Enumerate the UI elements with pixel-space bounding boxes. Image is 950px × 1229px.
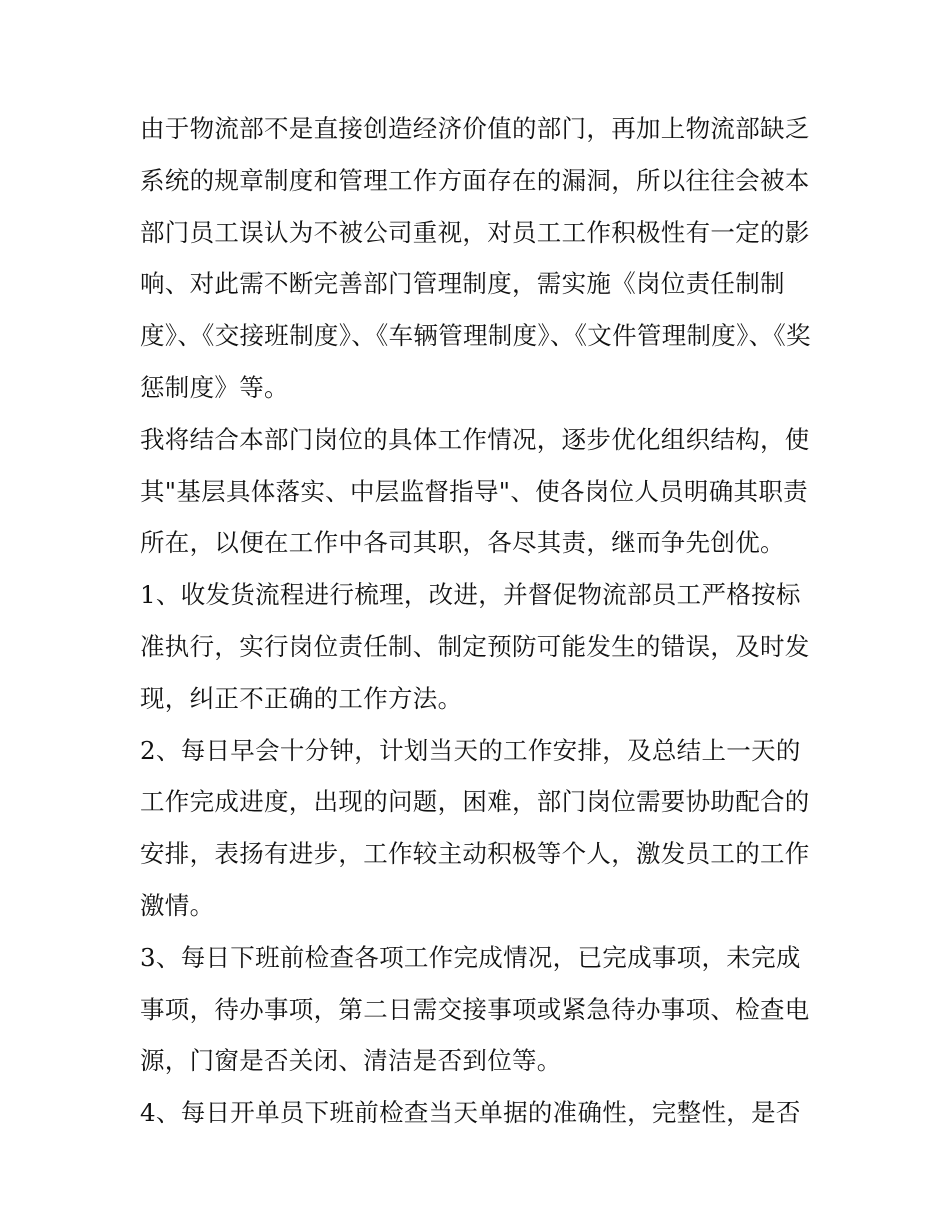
paragraph-item-2: 2、每日早会十分钟，计划当天的工作安排，及总结上一天的工作完成进度，出现的问题，困难，部门岗位需要协助配合的安排，表扬有进步，工作较主动积极等个人，激发员工的工作激情。 bbox=[140, 735, 810, 920]
paragraph-item-3: 3、每日下班前检查各项工作完成情况，已完成事项，未完成事项，待办事项，第二日需交接事项或紧急待办事项、检查电源，门窗是否关闭、清洁是否到位等。 bbox=[140, 942, 810, 1076]
paragraph-plan: 我将结合本部门岗位的具体工作情况，逐步优化组织结构，使其"基层具体落实、中层监督指导"、使各岗位人员明确其职责所在，以便在工作中各司其职，各尽其责，继而争先创优。 bbox=[140, 424, 810, 558]
paragraph-intro: 由于物流部不是直接创造经济价值的部门，再加上物流部缺乏系统的规章制度和管理工作方面存在的漏洞，所以往往会被本部门员工误认为不被公司重视，对员工工作积极性有一定的影响、对此需不断完善部门管理制度，需实施《岗位责任制制度》、《交接班制度》、《车辆管理制度》、《文件管理制度》、《奖惩制度》等。 bbox=[140, 114, 811, 402]
document-body bbox=[140, 103, 815, 1139]
paragraph-item-1: 1、收发货流程进行梳理，改进，并督促物流部员工严格按标准执行，实行岗位责任制、制定预防可能发生的错误，及时发现，纠正不正确的工作方法。 bbox=[140, 580, 810, 713]
paragraph-item-4: 4、每日开单员下班前检查当天单据的准确性，完整性，是否 bbox=[140, 1098, 801, 1128]
